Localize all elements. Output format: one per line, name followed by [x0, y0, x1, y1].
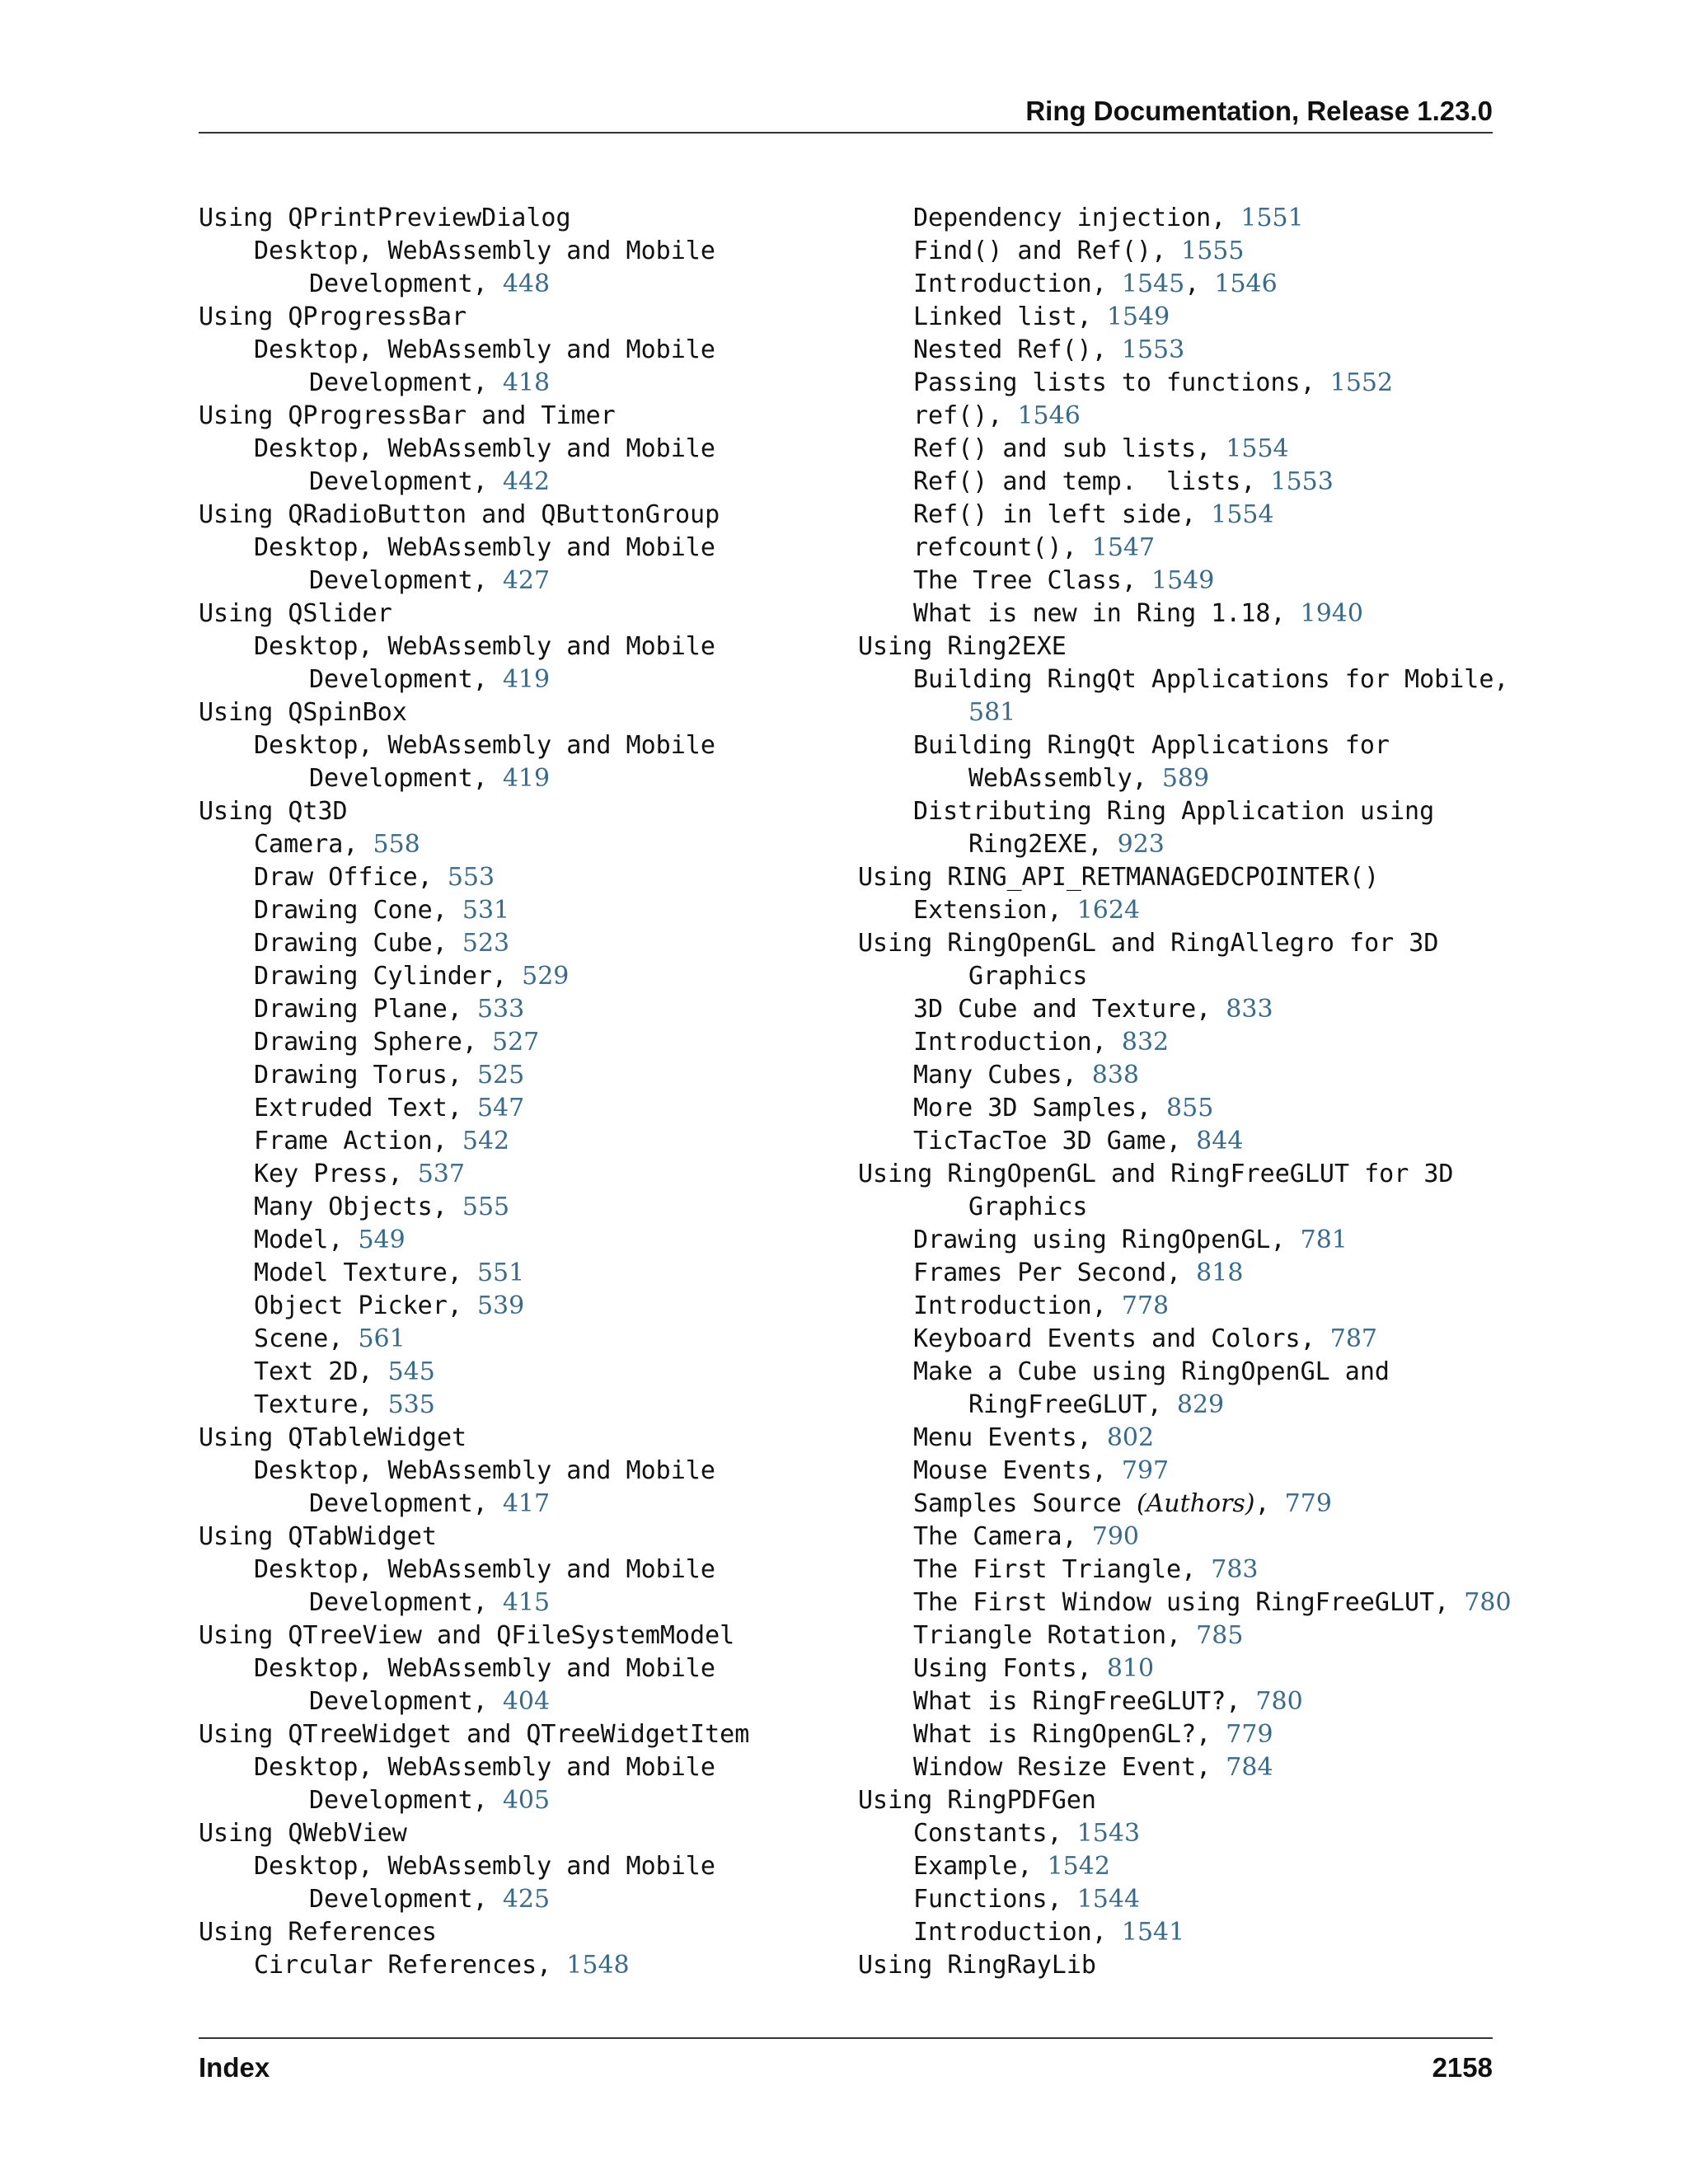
index-subentry	[199, 1850, 842, 1883]
page-link[interactable]: 419	[502, 665, 551, 694]
index-subentry	[199, 1389, 842, 1422]
page-link[interactable]: 545	[387, 1357, 435, 1386]
page-link[interactable]: 797	[1121, 1456, 1170, 1485]
index-subentry	[858, 202, 1501, 235]
page-link[interactable]: 779	[1226, 1720, 1273, 1749]
page-link[interactable]: 405	[502, 1786, 551, 1815]
page-link[interactable]: 1541	[1121, 1918, 1185, 1947]
page-number: 2158	[1432, 2052, 1493, 2083]
page-link[interactable]: 790	[1091, 1522, 1140, 1551]
page-header	[199, 92, 1493, 134]
page-link[interactable]: 553	[447, 863, 495, 892]
entry-text: Model,	[254, 1226, 359, 1254]
entry-text: Ref() and sub lists,	[913, 434, 1226, 463]
index-term	[199, 1521, 842, 1554]
index-subentry	[199, 663, 842, 696]
index-subentry	[199, 762, 842, 795]
index-subentry	[858, 466, 1501, 499]
page-link[interactable]: 442	[502, 467, 551, 496]
entry-text: Samples Source	[913, 1489, 1137, 1518]
entry-text: Using QProgressBar	[199, 302, 467, 331]
index-subentry	[199, 1455, 842, 1488]
page-link[interactable]: 561	[358, 1324, 406, 1353]
entry-text: Development,	[309, 665, 503, 694]
index-term	[858, 927, 1501, 960]
index-subentry	[199, 565, 842, 598]
index-subentry	[858, 1652, 1501, 1685]
entry-text: Using RingOpenGL and RingFreeGLUT for 3D	[858, 1160, 1454, 1188]
page-link[interactable]: 783	[1211, 1555, 1259, 1584]
index-subentry	[199, 334, 842, 367]
index-subentry	[858, 663, 1509, 696]
entry-text: Extruded Text,	[254, 1094, 477, 1122]
index-term	[199, 795, 842, 828]
index-subentry	[199, 927, 842, 960]
entry-text: Using QWebView	[199, 1819, 407, 1848]
entry-text: Using QRadioButton and QButtonGroup	[199, 500, 720, 529]
index-subentry	[199, 1059, 842, 1092]
index-subentry	[858, 1817, 1501, 1850]
entry-text: Building RingQt Applications for Mobile,	[913, 665, 1509, 694]
entry-text: Using RING_API_RETMANAGEDCPOINTER()	[858, 863, 1380, 892]
index-subentry	[858, 433, 1501, 466]
page-link[interactable]: 1547	[1091, 533, 1156, 562]
index-subentry	[858, 1850, 1501, 1883]
index-term	[199, 1619, 842, 1652]
entry-text: Introduction,	[913, 1028, 1122, 1057]
entry-text: Example,	[913, 1852, 1048, 1881]
page-link[interactable]: 542	[462, 1127, 510, 1155]
index-subentry	[858, 565, 1501, 598]
page-link[interactable]: 427	[502, 566, 551, 595]
page-link[interactable]: 523	[462, 929, 510, 958]
index-subentry	[199, 1652, 842, 1685]
entry-text: Using RingRayLib	[858, 1951, 1096, 1980]
index-term	[199, 499, 842, 532]
entry-text: Development,	[309, 1786, 503, 1815]
page-link[interactable]: 1553	[1270, 467, 1334, 496]
entry-text: Using Ring2EXE	[858, 632, 1067, 661]
entry-text: Desktop, WebAssembly and Mobile	[254, 1852, 715, 1881]
index-subentry	[858, 1521, 1501, 1554]
page-link[interactable]: 829	[1176, 1390, 1225, 1419]
index-subentry	[858, 1290, 1501, 1323]
entry-text: Object Picker,	[254, 1291, 477, 1320]
entry-text: Desktop, WebAssembly and Mobile	[254, 731, 715, 760]
footer-section-label: Index	[199, 2052, 270, 2083]
entry-text: Using RingOpenGL and RingAllegro for 3D	[858, 929, 1439, 958]
page-link[interactable]: 589	[1161, 764, 1210, 793]
entry-text: Desktop, WebAssembly and Mobile	[254, 1753, 715, 1782]
index-term	[858, 1949, 1501, 1982]
index-subentry	[199, 1290, 842, 1323]
index-subentry	[858, 1191, 1501, 1224]
entry-text: Dependency injection,	[913, 204, 1241, 232]
page-link[interactable]: 1624	[1076, 896, 1141, 925]
page-link[interactable]: 404	[502, 1687, 551, 1716]
entry-text: Desktop, WebAssembly and Mobile	[254, 335, 715, 364]
entry-text: RingFreeGLUT,	[968, 1390, 1177, 1419]
page-link[interactable]: 780	[1464, 1588, 1512, 1617]
index-subentry	[199, 960, 842, 993]
entry-text: Development,	[309, 269, 503, 298]
index-subentry	[858, 894, 1501, 927]
entry-text: Using RingPDFGen	[858, 1786, 1096, 1815]
entry-text: WebAssembly,	[968, 764, 1162, 793]
index-subentry	[858, 235, 1501, 268]
index-subentry	[199, 993, 842, 1026]
entry-text: Desktop, WebAssembly and Mobile	[254, 1654, 715, 1683]
index-subentry	[199, 466, 842, 499]
page-link[interactable]: 1546	[1017, 401, 1081, 430]
index-subentry	[858, 1257, 1501, 1290]
page-link[interactable]: 539	[476, 1291, 525, 1320]
page-link[interactable]: 1555	[1181, 237, 1245, 265]
index-term	[199, 1916, 842, 1949]
entry-text: Drawing Torus,	[254, 1061, 477, 1090]
index-subentry	[858, 334, 1501, 367]
page-link[interactable]: 1548	[566, 1951, 630, 1980]
index-subentry	[199, 268, 842, 301]
index-subentry	[199, 367, 842, 400]
entry-text: Introduction,	[913, 1918, 1122, 1947]
index-subentry	[858, 1619, 1501, 1652]
entry-text: Drawing Cylinder,	[254, 962, 523, 991]
index-subentry	[199, 1026, 842, 1059]
index-subentry	[199, 1949, 842, 1982]
entry-text: The First Window using RingFreeGLUT,	[913, 1588, 1465, 1617]
entry-text: Using QSpinBox	[199, 698, 407, 727]
page-link[interactable]: 779	[1284, 1489, 1332, 1518]
entry-text: Introduction,	[913, 269, 1122, 298]
entry-text: Triangle Rotation,	[913, 1621, 1197, 1650]
index-term	[199, 1422, 842, 1455]
entry-text: Texture,	[254, 1390, 388, 1419]
entry-italic-text: (Authors)	[1136, 1489, 1255, 1518]
index-term	[858, 630, 1501, 663]
index-subentry	[858, 729, 1501, 762]
index-subentry	[199, 729, 842, 762]
index-term	[199, 301, 842, 334]
index-subentry	[858, 1488, 1501, 1521]
index-term	[199, 598, 842, 630]
entry-text: Many Objects,	[254, 1193, 462, 1221]
page-link[interactable]: 551	[476, 1258, 525, 1287]
page-link[interactable]: 780	[1255, 1687, 1303, 1716]
entry-text: Nested Ref(),	[913, 335, 1122, 364]
index-subentry	[858, 1224, 1501, 1257]
document-title: Ring Documentation, Release 1.23.0	[1025, 96, 1493, 126]
page-link[interactable]: 784	[1226, 1753, 1273, 1782]
index-subentry	[199, 894, 842, 927]
index-subentry	[858, 1916, 1501, 1949]
index-term	[199, 202, 842, 235]
index-subentry	[199, 1257, 842, 1290]
index-subentry	[199, 532, 842, 565]
page-link[interactable]: 1940	[1300, 599, 1363, 628]
page-link[interactable]: 1553	[1121, 335, 1185, 364]
index-subentry	[858, 1125, 1501, 1158]
page-link[interactable]: 535	[387, 1390, 435, 1419]
index-subentry	[199, 1224, 842, 1257]
entry-text: Model Texture,	[254, 1258, 477, 1287]
entry-text: Development,	[309, 1687, 503, 1716]
index-term	[199, 1817, 842, 1850]
entry-text: Menu Events,	[913, 1423, 1107, 1452]
entry-text: Constants,	[913, 1819, 1077, 1848]
entry-text: Development,	[309, 764, 503, 793]
page-link[interactable]: 419	[502, 764, 551, 793]
page-link[interactable]: 844	[1196, 1127, 1244, 1155]
page-link[interactable]: 1546	[1214, 269, 1278, 298]
entry-text: Frames Per Second,	[913, 1258, 1197, 1287]
entry-text: Frame Action,	[254, 1127, 462, 1155]
entry-text: 3D Cube and Texture,	[913, 995, 1226, 1024]
index-subentry	[858, 762, 1501, 795]
entry-text: Distributing Ring Application using	[913, 797, 1435, 826]
index-subentry	[858, 1751, 1501, 1784]
entry-text: The Camera,	[913, 1522, 1092, 1551]
page-link[interactable]: 833	[1226, 995, 1273, 1024]
entry-text: Graphics	[968, 962, 1088, 991]
entry-text: The First Triangle,	[913, 1555, 1212, 1584]
entry-text: ref(),	[913, 401, 1018, 430]
page-link[interactable]: 923	[1117, 830, 1165, 859]
page-link[interactable]: 832	[1121, 1028, 1170, 1057]
entry-text: Drawing Cube,	[254, 929, 462, 958]
entry-text: Introduction,	[913, 1291, 1122, 1320]
entry-text: Using QTreeWidget and QTreeWidgetItem	[199, 1720, 750, 1749]
page-link[interactable]: 778	[1121, 1291, 1170, 1320]
index-subentry	[858, 1554, 1501, 1586]
index-subentry	[858, 828, 1501, 861]
entry-text: Desktop, WebAssembly and Mobile	[254, 434, 715, 463]
entry-text: Passing lists to functions,	[913, 368, 1330, 397]
entry-text: Drawing using RingOpenGL,	[913, 1226, 1301, 1254]
page-link[interactable]: 533	[476, 995, 525, 1024]
entry-text: Text 2D,	[254, 1357, 388, 1386]
page-footer	[199, 2037, 1493, 2088]
page-link[interactable]: 417	[502, 1489, 551, 1518]
entry-text: refcount(),	[913, 533, 1092, 562]
entry-text: Drawing Cone,	[254, 896, 462, 925]
entry-text: Drawing Sphere,	[254, 1028, 492, 1057]
index-term	[858, 1158, 1501, 1191]
entry-text: Drawing Plane,	[254, 995, 477, 1024]
entry-text: Draw Office,	[254, 863, 448, 892]
page-link[interactable]: 1545	[1121, 269, 1185, 298]
entry-text: Desktop, WebAssembly and Mobile	[254, 533, 715, 562]
index-subentry	[858, 1586, 1512, 1619]
index-subentry	[199, 433, 842, 466]
entry-text: Building RingQt Applications for	[913, 731, 1390, 760]
entry-text: Using QSlider	[199, 599, 392, 628]
entry-text: Using QTabWidget	[199, 1522, 437, 1551]
entry-separator: ,	[1254, 1489, 1285, 1518]
index-subentry	[858, 499, 1501, 532]
entry-text: Desktop, WebAssembly and Mobile	[254, 632, 715, 661]
entry-text: Development,	[309, 566, 503, 595]
index-subentry	[199, 1092, 842, 1125]
index-subentry	[199, 828, 842, 861]
entry-text: TicTacToe 3D Game,	[913, 1127, 1197, 1155]
page-link[interactable]: 781	[1300, 1226, 1348, 1254]
page-link[interactable]: 448	[502, 269, 551, 298]
entry-text: Make a Cube using RingOpenGL and	[913, 1357, 1390, 1386]
index-subentry	[199, 1356, 842, 1389]
page-link[interactable]: 581	[968, 698, 1016, 727]
entry-text: Using QProgressBar and Timer	[199, 401, 616, 430]
index-subentry	[199, 1784, 842, 1817]
entry-text: Scene,	[254, 1324, 359, 1353]
index-term	[199, 1718, 842, 1751]
index-term	[199, 696, 842, 729]
entry-text: Development,	[309, 1885, 503, 1914]
entry-text: Using References	[199, 1918, 437, 1947]
entry-text: Desktop, WebAssembly and Mobile	[254, 1555, 715, 1584]
index-term	[858, 861, 1501, 894]
index-subentry	[858, 1026, 1501, 1059]
page-link[interactable]: 549	[358, 1226, 406, 1254]
entry-text: Ref() in left side,	[913, 500, 1212, 529]
index-subentry	[858, 993, 1501, 1026]
entry-text: Extension,	[913, 896, 1077, 925]
index-subentry	[858, 268, 1501, 301]
page-link[interactable]: 425	[502, 1885, 551, 1914]
index-subentry	[199, 630, 842, 663]
page-link[interactable]: 1542	[1047, 1852, 1110, 1881]
index-subentry	[858, 1883, 1501, 1916]
page-link[interactable]: 525	[476, 1061, 525, 1090]
page-link[interactable]: 558	[373, 830, 420, 859]
index-subentry	[199, 1488, 842, 1521]
entry-text: Keyboard Events and Colors,	[913, 1324, 1330, 1353]
entry-text: Development,	[309, 467, 503, 496]
index-subentry	[858, 301, 1501, 334]
entry-text: Functions,	[913, 1885, 1077, 1914]
entry-text: Using Fonts,	[913, 1654, 1107, 1683]
entry-text: Using QTreeView and QFileSystemModel	[199, 1621, 735, 1650]
entry-text: Camera,	[254, 830, 373, 859]
index-subentry	[199, 1158, 842, 1191]
index-subentry	[858, 532, 1501, 565]
page-link[interactable]: 1544	[1076, 1885, 1141, 1914]
page-link[interactable]: 785	[1196, 1621, 1244, 1650]
page-link[interactable]: 555	[462, 1193, 510, 1221]
index-subentry	[858, 1356, 1501, 1389]
entry-text: Using QTableWidget	[199, 1423, 467, 1452]
entry-text: More 3D Samples,	[913, 1094, 1167, 1122]
index-subentry	[858, 960, 1501, 993]
entry-text: Development,	[309, 1588, 503, 1617]
index-subentry	[858, 598, 1501, 630]
page-link[interactable]: 529	[522, 962, 570, 991]
entry-text: Ref() and temp. lists,	[913, 467, 1271, 496]
page-link[interactable]: 1552	[1329, 368, 1394, 397]
index-subentry	[199, 1751, 842, 1784]
index-subentry	[858, 400, 1501, 433]
entry-text: Circular References,	[254, 1951, 567, 1980]
page-link[interactable]: 418	[502, 368, 551, 397]
index-subentry	[858, 1422, 1501, 1455]
entry-text: What is RingOpenGL?,	[913, 1720, 1226, 1749]
page-link[interactable]: 810	[1106, 1654, 1155, 1683]
index-subentry	[858, 696, 1501, 729]
page-link[interactable]: 1549	[1106, 302, 1170, 331]
entry-text: Development,	[309, 368, 503, 397]
entry-text: Many Cubes,	[913, 1061, 1092, 1090]
entry-text: Ring2EXE,	[968, 830, 1118, 859]
index-subentry	[199, 1586, 842, 1619]
index-subentry	[858, 1092, 1501, 1125]
index-term	[199, 400, 842, 433]
entry-text: What is new in Ring 1.18,	[913, 599, 1301, 628]
entry-text: Window Resize Event,	[913, 1753, 1226, 1782]
index-subentry	[199, 1323, 842, 1356]
entry-text: Development,	[309, 1489, 503, 1518]
index-subentry	[199, 1191, 842, 1224]
index-subentry	[858, 1059, 1501, 1092]
index-subentry	[199, 861, 842, 894]
page-link[interactable]: 1549	[1151, 566, 1215, 595]
page-link[interactable]: 1543	[1076, 1819, 1141, 1848]
page-link[interactable]: 787	[1329, 1324, 1377, 1353]
index-subentry	[199, 1685, 842, 1718]
entry-text: Desktop, WebAssembly and Mobile	[254, 1456, 715, 1485]
entry-text: Using QPrintPreviewDialog	[199, 204, 571, 232]
index-subentry	[858, 795, 1501, 828]
page-link[interactable]: 527	[491, 1028, 540, 1057]
entry-text: Key Press,	[254, 1160, 418, 1188]
index-subentry	[199, 1883, 842, 1916]
page-link[interactable]: 838	[1091, 1061, 1140, 1090]
page-link[interactable]: 818	[1196, 1258, 1244, 1287]
entry-text: Desktop, WebAssembly and Mobile	[254, 237, 715, 265]
entry-text: Using Qt3D	[199, 797, 348, 826]
page-link[interactable]: 415	[502, 1588, 551, 1617]
index-subentry	[199, 1125, 842, 1158]
index-column-left	[199, 202, 842, 1982]
page-link[interactable]: 855	[1166, 1094, 1214, 1122]
index-subentry	[199, 1554, 842, 1586]
index-term	[858, 1784, 1501, 1817]
entry-text: What is RingFreeGLUT?,	[913, 1687, 1256, 1716]
page-link[interactable]: 547	[476, 1094, 525, 1122]
index-subentry	[858, 1718, 1501, 1751]
entry-text: Find() and Ref(),	[913, 237, 1182, 265]
page-link[interactable]: 1551	[1240, 204, 1304, 232]
page-link[interactable]: 1554	[1226, 434, 1289, 463]
page-link[interactable]: 537	[417, 1160, 465, 1188]
index-column-right	[858, 202, 1512, 1982]
index-subentry	[858, 1685, 1501, 1718]
entry-text: Graphics	[968, 1193, 1088, 1221]
page-link[interactable]: 1554	[1211, 500, 1274, 529]
index-subentry	[858, 1455, 1501, 1488]
index-subentry	[858, 367, 1501, 400]
page-link[interactable]: 802	[1106, 1423, 1155, 1452]
index-subentry	[858, 1389, 1501, 1422]
entry-text: Mouse Events,	[913, 1456, 1122, 1485]
entry-text: Linked list,	[913, 302, 1107, 331]
index-subentry	[199, 235, 842, 268]
entry-text: The Tree Class,	[913, 566, 1151, 595]
page-link[interactable]: 531	[462, 896, 510, 925]
index-subentry	[858, 1323, 1501, 1356]
page-separator: ,	[1184, 269, 1215, 298]
